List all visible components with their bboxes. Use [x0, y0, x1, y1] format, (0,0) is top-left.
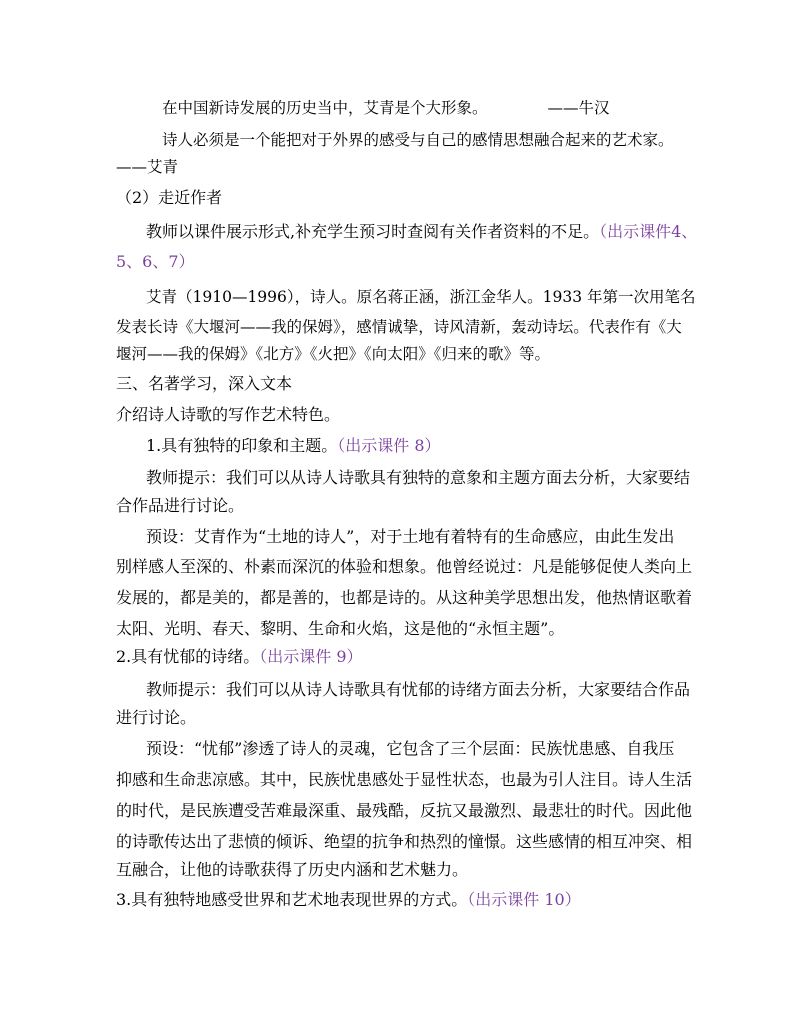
quote-aiqing: 诗人必须是一个能把对于外界的感受与自己的感情思想融合起来的艺术家。: [162, 131, 674, 149]
preset-1-line-4: 太阳、光明、春天、黎明、生命和火焰，这是他的“永恒主题”。: [116, 619, 565, 638]
paragraph-intro: 介绍诗人诗歌的写作艺术特色。: [116, 405, 341, 424]
preset-2-line-3: 的时代，是民族遭受苦难最深重、最残酷，反抗又最激烈、最悲壮的时代。因此他: [116, 801, 693, 820]
slide-tag-8: （出示课件 8）: [337, 436, 441, 455]
teacher-hint-2-line-1: 教师提示：我们可以从诗人诗歌具有忧郁的诗绪方面去分析，大家要结合作品: [146, 680, 691, 699]
bio-line-3: 堰河——我的保姆》《北方》《火把》《向太阳》《归来的歌》等。: [116, 345, 551, 363]
preset-2-line-5: 互融合，让他的诗歌获得了历史内涵和艺术魅力。: [116, 860, 469, 879]
slide-tag-9: （出示课件 9）: [259, 647, 363, 666]
list-item-1: 1.具有独特的印象和主题。（出示课件 8）: [146, 436, 441, 455]
slide-tag-4-7: （出示课件4、: [599, 222, 698, 241]
teacher-hint-2-line-2: 进行讨论。: [116, 708, 197, 727]
paragraph-teacher-slides: 教师以课件展示形式,补充学生预习时查阅有关作者资料的不足。（出示课件4、: [146, 222, 698, 241]
preset-2-line-2: 抑感和生命悲凉感。其中，民族忧患感处于显性状态，也最为引人注目。诗人生活: [116, 770, 693, 789]
quote-author-aiqing: ——艾青: [116, 158, 179, 176]
quote-author-niuhan: ——牛汉: [547, 99, 610, 117]
preset-1-line-2: 别样感人至深的、朴素而深沉的体验和想象。他曾经说过：凡是能够促使人类向上: [116, 557, 693, 576]
list-item-2: 2.具有忧郁的诗绪。（出示课件 9）: [116, 647, 363, 666]
list-item-3: 3.具有独特地感受世界和艺术地表现世界的方式。（出示课件 10）: [116, 890, 581, 909]
slide-tag-10: （出示课件 10）: [467, 890, 581, 909]
preset-2-line-1: 预设：“忧郁”渗透了诗人的灵魂，它包含了三个层面：民族忧患感、自我压: [146, 739, 675, 758]
preset-1-line-3: 发展的，都是美的，都是善的，也都是诗的。从这种美学思想出发，他热情讴歌着: [116, 588, 693, 607]
section-heading-study: 三、名著学习，深入文本: [116, 374, 293, 393]
quote-niuhan: 在中国新诗发展的历史当中，艾青是个大形象。 ——牛汉: [162, 99, 610, 117]
teacher-hint-1-line-1: 教师提示：我们可以从诗人诗歌具有独特的意象和主题方面去分析，大家要结: [146, 468, 691, 487]
bio-line-2: 发表长诗《大堰河——我的保姆》，感情诚挚，诗风清新，轰动诗坛。代表作有《大: [116, 318, 682, 336]
teacher-hint-1-line-2: 合作品进行讨论。: [116, 496, 245, 515]
preset-2-line-4: 的诗歌传达出了悲愤的倾诉、绝望的抗争和热烈的憧憬。这些感情的相互冲突、相: [116, 832, 693, 851]
slide-tag-4-7-continued: 5、6、7）: [116, 252, 195, 271]
section-heading-author: （2）走近作者: [116, 188, 223, 207]
preset-1-line-1: 预设：艾青作为“土地的诗人”，对于土地有着特有的生命感应，由此生发出: [146, 527, 675, 546]
bio-line-1: 艾青（1910—1996），诗人。原名蒋正涵，浙江金华人。1933 年第一次用笔名: [146, 288, 696, 306]
